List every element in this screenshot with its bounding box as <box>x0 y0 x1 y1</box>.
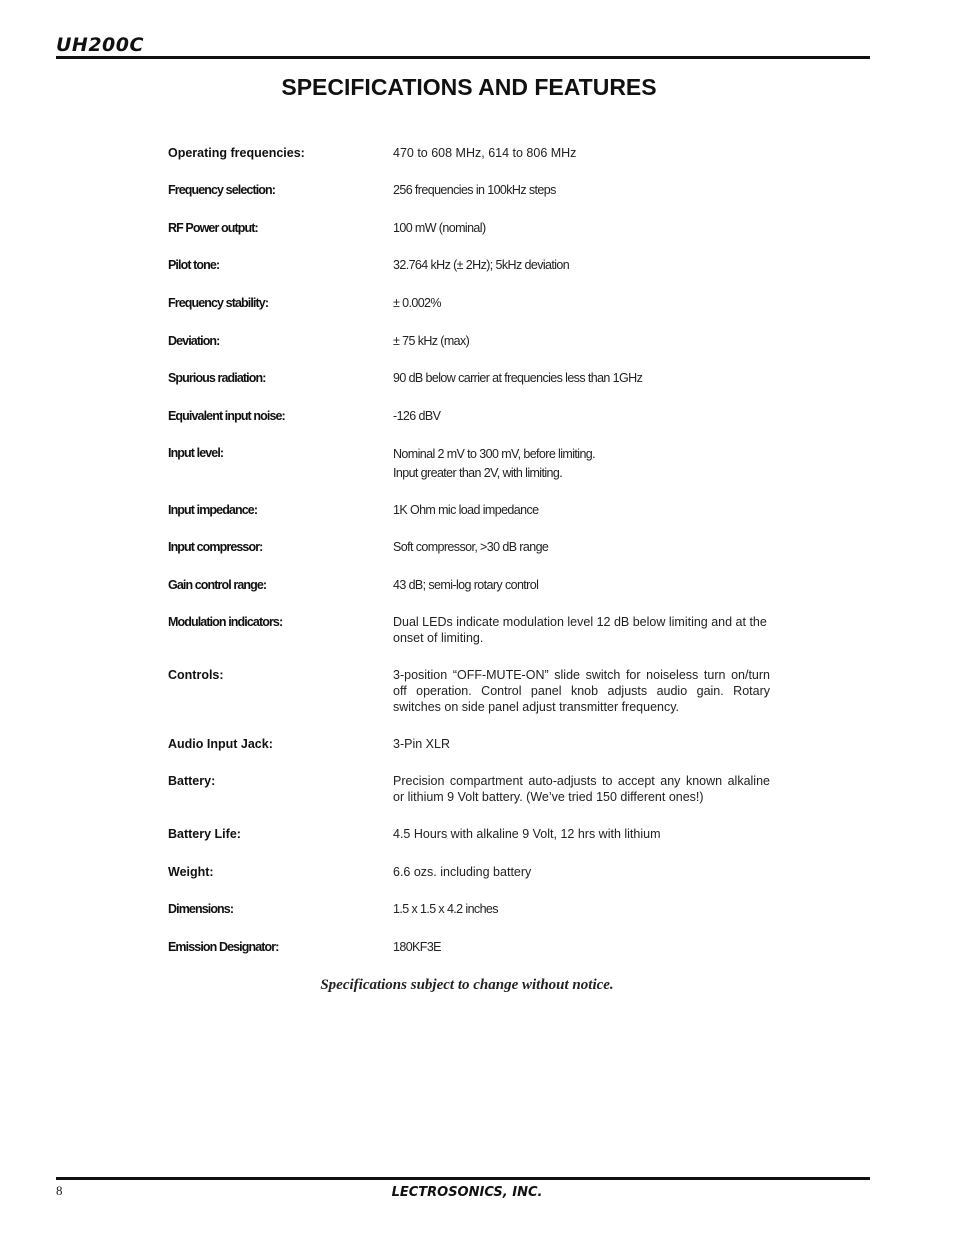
spec-value: ± 0.002% <box>393 296 441 310</box>
spec-row <box>168 295 770 333</box>
spec-row <box>168 901 770 939</box>
spec-value <box>393 445 770 502</box>
spec-value-line: Input greater than 2V, with limiting. <box>393 466 563 480</box>
spec-label: Dimensions: <box>168 902 234 916</box>
spec-label: Frequency selection: <box>168 183 276 197</box>
spec-table <box>168 145 770 969</box>
spec-row <box>168 773 770 826</box>
spec-row <box>168 577 770 614</box>
spec-row <box>168 257 770 295</box>
spec-value: -126 dBV <box>393 409 441 423</box>
spec-value: 4.5 Hours with alkaline 9 Volt, 12 hrs with lithium <box>393 827 661 841</box>
spec-row <box>168 826 770 864</box>
spec-value: 1.5 x 1.5 x 4.2 inches <box>393 902 498 916</box>
spec-row <box>168 939 770 969</box>
spec-row <box>168 408 770 445</box>
spec-row <box>168 370 770 408</box>
page-number: 8 <box>56 1183 63 1198</box>
spec-label: Gain control range: <box>168 578 267 592</box>
spec-row <box>168 539 770 577</box>
spec-value: 256 frequencies in 100kHz steps <box>393 183 556 197</box>
spec-label: Spurious radiation: <box>168 371 266 385</box>
company-name: LECTROSONICS, INC. <box>391 1185 543 1200</box>
spec-value: 180KF3E <box>393 940 441 954</box>
spec-value: 470 to 608 MHz, 614 to 806 MHz <box>393 146 577 160</box>
spec-value: 100 mW (nominal) <box>393 221 486 235</box>
spec-value: Dual LEDs indicate modulation level 12 dB below limiting and at the onset of limiting. <box>393 615 767 645</box>
spec-value: 32.764 kHz (± 2Hz); 5kHz deviation <box>393 258 570 272</box>
spec-row <box>168 736 770 773</box>
spec-label: Emission Designator: <box>168 940 279 954</box>
spec-row <box>168 445 770 502</box>
spec-label: Frequency stability: <box>168 296 269 310</box>
spec-value: 1K Ohm mic load impedance <box>393 503 539 517</box>
page-title: SPECIFICATIONS AND FEATURES <box>281 74 657 100</box>
model-name: UH200C <box>56 34 144 56</box>
spec-value: 3-position “OFF-MUTE-ON” slide switch for noiseless turn on/turn off operation. Control panel knob adjusts audio gain. Rotary switches on side panel adjust transmitter frequency. <box>393 668 770 714</box>
spec-value: Soft compressor, >30 dB range <box>393 540 549 554</box>
footer-rule <box>56 1177 870 1180</box>
spec-row <box>168 145 770 182</box>
spec-value: 6.6 ozs. including battery <box>393 865 532 879</box>
spec-value: Precision compartment auto-adjusts to accept any known alkaline or lithium 9 Volt battery. (We’ve tried 150 different ones!) <box>393 774 770 804</box>
spec-value: ± 75 kHz (max) <box>393 334 470 348</box>
spec-row <box>168 502 770 539</box>
spec-label: Audio Input Jack: <box>168 737 273 751</box>
spec-label: Pilot tone: <box>168 258 220 272</box>
spec-row <box>168 667 770 736</box>
spec-value: 43 dB; semi-log rotary control <box>393 578 539 592</box>
disclaimer-note: Specifications subject to change without notice. <box>320 977 614 993</box>
spec-row <box>168 864 770 901</box>
spec-row <box>168 333 770 370</box>
spec-label: Controls: <box>168 668 224 682</box>
spec-row <box>168 182 770 220</box>
spec-label: Input impedance: <box>168 503 258 517</box>
spec-label: Weight: <box>168 865 214 879</box>
spec-label: Input level: <box>168 446 224 460</box>
spec-value: 3-Pin XLR <box>393 737 450 751</box>
spec-label: Operating frequencies: <box>168 146 305 160</box>
spec-row <box>168 614 770 667</box>
spec-label: RF Power output: <box>168 221 258 235</box>
spec-label: Input compressor: <box>168 540 263 554</box>
spec-label: Modulation indicators: <box>168 615 283 629</box>
header-rule <box>56 56 870 59</box>
spec-row <box>168 220 770 257</box>
spec-label: Equivalent input noise: <box>168 409 285 423</box>
spec-label: Battery Life: <box>168 827 241 841</box>
spec-label: Battery: <box>168 774 216 788</box>
spec-label: Deviation: <box>168 334 220 348</box>
spec-value: 90 dB below carrier at frequencies less than 1GHz <box>393 371 643 385</box>
spec-value-line: Nominal 2 mV to 300 mV, before limiting. <box>393 447 596 461</box>
